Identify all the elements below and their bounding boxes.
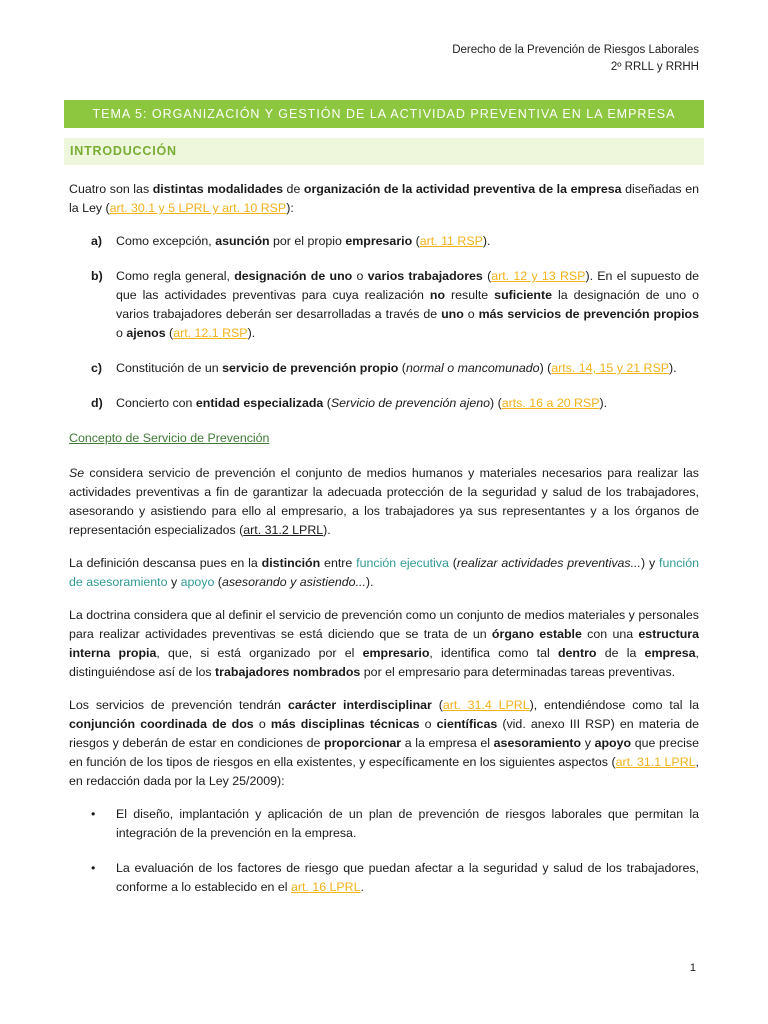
paragraph-distincion: La definición descansa pues en la distinción entre función ejecutiva (realizar actividades preventivas...) y función de asesoramiento y apoyo (asesorando y asistiendo...). xyxy=(69,556,699,589)
list-label: a) xyxy=(91,234,103,248)
list-item-a: a) Como excepción, asunción por el propio empresario (art. 11 RSP). xyxy=(69,232,699,251)
list-label: c) xyxy=(91,361,103,375)
list-label: d) xyxy=(91,396,103,410)
header-course: Derecho de la Prevención de Riesgos Laborales xyxy=(452,44,699,56)
list-item-c: c) Constitución de un servicio de prevención propio (normal o mancomunado) (arts. 14, 15 y 21 RSP). xyxy=(69,359,699,378)
law-reference-link[interactable]: art. 12 y 13 RSP xyxy=(491,269,586,283)
paragraph-interdisciplinar: Los servicios de prevención tendrán carácter interdisciplinar (art. 31.4 LPRL), entendiéndose como tal la conjunción coordinada de dos o más disciplinas técnicas o científicas (vid. anexo III RSP) en materia de riesgos y deberán de estar en condiciones de proporcionar a la empresa el asesoramiento y apoyo que precise en función de los tipos de riesgos en ella existentes, y específicamente en los siguientes aspectos (art. 31.1 LPRL, en redacción dada por la Ley 25/2009): xyxy=(69,698,700,788)
law-reference-link[interactable]: arts. 16 a 20 RSP xyxy=(501,396,600,410)
law-reference-link[interactable]: arts. 14, 15 y 21 RSP xyxy=(551,361,670,375)
document-body xyxy=(69,180,699,913)
intro-heading-text: INTRODUCCIÓN xyxy=(70,144,177,158)
tema-title-banner: TEMA 5: ORGANIZACIÓN Y GESTIÓN DE LA ACTIVIDAD PREVENTIVA EN LA EMPRESA xyxy=(64,100,704,128)
bullet-item-evaluacion: • La evaluación de los factores de riesgo que puedan afectar a la seguridad y salud de los trabajadores, conforme a lo establecido en el art. 16 LPRL. xyxy=(91,861,699,894)
list-item-d: d) Concierto con entidad especializada (Servicio de prevención ajeno) (arts. 16 a 20 RSP). xyxy=(69,394,699,413)
law-reference-link[interactable]: art. 11 RSP xyxy=(419,234,483,248)
paragraph-doctrina: La doctrina considera que al definir el servicio de prevención como un conjunto de medios materiales y personales para realizar actividades preventivas se está diciendo que se trata de un órgano estable con una estructura interna propia, que, si está organizado por el empresario, identifica como tal dentro de la empresa, distinguiéndose así de los trabajadores nombrados por el empresario para determinadas tareas preventivas. xyxy=(69,608,700,679)
law-reference-link[interactable]: art. 31.4 LPRL xyxy=(442,698,530,712)
list-item-b: b) Como regla general, designación de uno o varios trabajadores (art. 12 y 13 RSP). En el supuesto de que las actividades preventivas para cuya realización no resulte suficiente la designación de uno o varios trabajadores deberán ser desarrolladas a través de uno o más servicios de prevención propios o ajenos (art. 12.1 RSP). xyxy=(91,269,700,340)
law-reference-link[interactable]: art. 30.1 y 5 LPRL y art. 10 RSP xyxy=(109,201,287,215)
section-subheading: Concepto de Servicio de Prevención xyxy=(69,431,270,445)
running-header xyxy=(452,42,699,76)
intro-heading xyxy=(64,138,704,165)
law-reference-link[interactable]: art. 12.1 RSP xyxy=(173,326,248,340)
paragraph-definicion: Se considera servicio de prevención el conjunto de medios humanos y materiales necesarios para realizar las actividades preventivas a fin de garantizar la adecuada protección de la seguridad y salud de los trabajadores, asesorando y asistiendo para ello al empresario, a los trabajadores ya sus representantes y a los órganos de representación especializados (art. 31.2 LPRL). xyxy=(69,466,699,537)
law-reference-link[interactable]: art. 16 LPRL xyxy=(290,880,361,894)
law-reference-link[interactable]: art. 31.1 LPRL xyxy=(615,755,696,769)
list-label: b) xyxy=(91,269,103,283)
bullet-icon: • xyxy=(91,807,96,821)
law-reference-link[interactable]: art. 31.2 LPRL xyxy=(243,523,324,537)
page-number: 1 xyxy=(689,962,696,974)
header-group: 2º RRLL y RRHH xyxy=(610,61,699,73)
paragraph-modalidades: Cuatro son las distintas modalidades de organización de la actividad preventiva de la empresa diseñadas en la Ley (art. 30.1 y 5 LPRL y art. 10 RSP): xyxy=(69,182,699,215)
bullet-item-plan: • El diseño, implantación y aplicación de un plan de prevención de riesgos laborales que permitan la integración de la prevención en la empresa. xyxy=(91,807,699,840)
bullet-icon: • xyxy=(91,861,96,875)
